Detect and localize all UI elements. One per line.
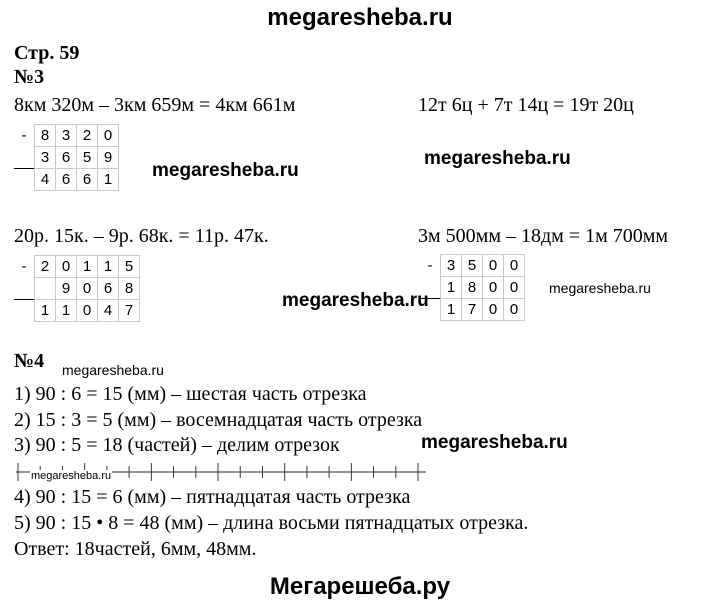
digit-cell: 1 (35, 300, 56, 322)
equation-meters: 3м 500мм – 18дм = 1м 700мм (418, 225, 669, 247)
solution-line-4: 4) 90 : 15 = 6 (мм) – пятнадцатая часть отрезка (14, 486, 411, 508)
equation-rubles: 20р. 15к. – 9р. 68к. = 11р. 47к. (14, 225, 269, 247)
digit-cell: 3 (35, 147, 56, 169)
digit-cell: 1 (441, 299, 462, 321)
task3-label: №3 (14, 66, 45, 88)
digit-cell (35, 278, 56, 300)
solution-line-3: 3) 90 : 5 = 18 (частей) – делим отрезок (14, 434, 340, 456)
digit-cell: 2 (35, 256, 56, 278)
watermark: megaresheba.ru (282, 290, 429, 311)
digit-cell: 0 (98, 125, 119, 147)
column-subtraction-meters (420, 254, 525, 321)
column-subtraction-km (14, 124, 119, 191)
site-title-bottom: Мегарешеба.ру (269, 573, 451, 600)
column-subtraction-rubles (14, 255, 140, 322)
digit-cell: 0 (504, 299, 525, 321)
task4-label: №4 (14, 350, 45, 372)
digit-cell: 2 (77, 125, 98, 147)
solution-line-1: 1) 90 : 6 = 15 (мм) – шестая часть отрезка (14, 383, 367, 405)
solution-line-5: 5) 90 : 15 • 8 = 48 (мм) – длина восьми пятнадцатых отрезка. (14, 512, 529, 534)
digit-cell: 7 (119, 300, 140, 322)
digit-cell: 5 (119, 256, 140, 278)
digit-cell: 5 (77, 147, 98, 169)
watermark: megaresheba.ru (62, 362, 164, 378)
digit-cell: 1 (56, 300, 77, 322)
digit-cell: 1 (441, 277, 462, 299)
digit-cell: 5 (462, 255, 483, 277)
watermark: megaresheba.ru (549, 280, 651, 296)
digit-cell: 3 (56, 125, 77, 147)
equation-tons: 12т 6ц + 7т 14ц = 19т 20ц (418, 94, 634, 116)
digit-cell: 6 (56, 169, 77, 191)
digit-cell: 0 (483, 299, 504, 321)
minus-sign: - (427, 257, 433, 274)
digit-cell: 6 (77, 169, 98, 191)
digit-cell: 4 (35, 169, 56, 191)
equation-km: 8км 320м – 3км 659м = 4км 661м (14, 94, 296, 116)
digit-cell: 0 (77, 300, 98, 322)
watermark: megaresheba.ru (424, 148, 571, 169)
digit-cell: 4 (98, 300, 119, 322)
digit-cell: 8 (119, 278, 140, 300)
digit-cell: 0 (77, 278, 98, 300)
watermark: megaresheba.ru (31, 470, 112, 482)
minus-sign: - (21, 258, 27, 275)
digit-cell: 0 (483, 255, 504, 277)
digit-cell: 9 (98, 147, 119, 169)
watermark: megaresheba.ru (421, 432, 568, 453)
digit-cell: 1 (77, 256, 98, 278)
solution-line-2: 2) 15 : 3 = 5 (мм) – восемнадцатая часть отрезка (14, 409, 423, 431)
answer-line: Ответ: 18частей, 6мм, 48мм. (14, 538, 257, 560)
page-reference: Стр. 59 (14, 42, 80, 64)
digit-cell: 7 (462, 299, 483, 321)
digit-cell: 8 (35, 125, 56, 147)
watermark: megaresheba.ru (152, 160, 299, 181)
digit-cell: 0 (483, 277, 504, 299)
digit-cell: 6 (98, 278, 119, 300)
digit-cell: 1 (98, 256, 119, 278)
digit-cell: 3 (441, 255, 462, 277)
digit-cell: 0 (504, 255, 525, 277)
digit-cell: 8 (462, 277, 483, 299)
digit-cell: 0 (56, 256, 77, 278)
digit-cell: 1 (98, 169, 119, 191)
digit-cell: 6 (56, 147, 77, 169)
site-title-top: megaresheba.ru (267, 4, 453, 31)
minus-sign: - (21, 127, 27, 144)
digit-cell: 9 (56, 278, 77, 300)
digit-cell: 0 (504, 277, 525, 299)
